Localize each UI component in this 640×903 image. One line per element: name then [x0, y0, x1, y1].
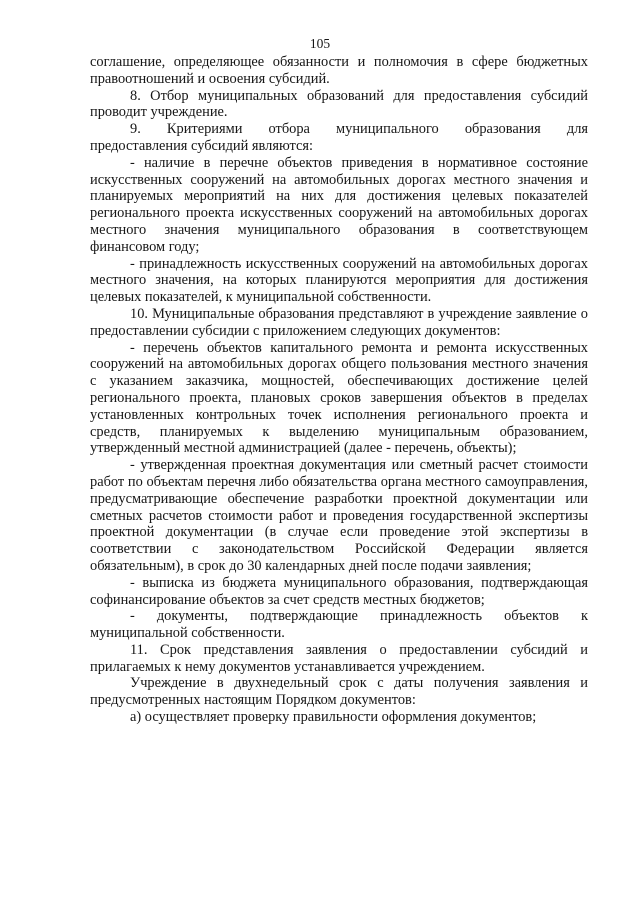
- paragraph: 11. Срок представления заявления о предоставлении субсидий и прилагаемых к нему документов устанавливается учреждением.: [90, 641, 588, 675]
- paragraph: 9. Критериями отбора муниципального образования для: [130, 121, 588, 138]
- paragraph: 10. Муниципальные образования представляют в учреждение заявление о предоставлении субсидии с приложением следующих документов:: [90, 305, 588, 339]
- paragraph: - наличие в перечне объектов приведения в нормативное состояние искусственных сооружений на автомобильных дорогах местного значения и планируемых мероприятий на них для достижения целевых показателей регионального проекта искусственных сооружений на автомобильных дорогах местного значения муниципального образования в соответствующем финансовом году;: [90, 154, 588, 255]
- paragraph: Учреждение в двухнедельный срок с даты получения заявления и предусмотренных настоящим Порядком документов:: [90, 675, 588, 709]
- paragraph: - принадлежность искусственных сооружений на автомобильных дорогах местного значения, на которых планируются мероприятия для достижения целевых показателей, к муниципальной собственности.: [90, 255, 588, 306]
- paragraph: предоставления субсидий являются:: [90, 137, 313, 154]
- document-body: [90, 54, 588, 726]
- paragraph: - документы, подтверждающие принадлежность объектов к муниципальной собственности.: [90, 608, 588, 642]
- paragraph: - выписка из бюджета муниципального образования, подтверждающая софинансирование объектов за счет средств местных бюджетов;: [90, 574, 588, 608]
- paragraph: а) осуществляет проверку правильности оформления документов;: [130, 709, 537, 726]
- paragraph: 8. Отбор муниципальных образований для предоставления субсидий проводит учреждение.: [90, 87, 588, 121]
- paragraph: - перечень объектов капитального ремонта и ремонта искусственных сооружений на автомобильных дорогах общего пользования местного значения с указанием заказчика, мощностей, обеспечивающих достижение целей регионального проекта, плановых сроков завершения объектов в пределах установленных контрольных точек исполнения регионального проекта и средств, планируемых к выделению муниципальным образованием, утвержденный местной администрацией (далее - перечень, объекты);: [90, 339, 588, 457]
- paragraph: - утвержденная проектная документация или сметный расчет стоимости работ по объектам перечня либо обязательства органа местного самоуправления, предусматривающие обеспечение разработки проектной документации или сметных расчетов стоимости работ и проведения государственной экспертизы проектной документации (в случае если проведение этой экспертизы в соответствии с законодательством Российской Федерации является обязательным), в срок до 30 календарных дней после подачи заявления;: [90, 457, 588, 574]
- page-number: 105: [309, 36, 331, 51]
- paragraph: соглашение, определяющее обязанности и полномочия в сфере бюджетных правоотношений и освоения субсидий.: [90, 54, 588, 87]
